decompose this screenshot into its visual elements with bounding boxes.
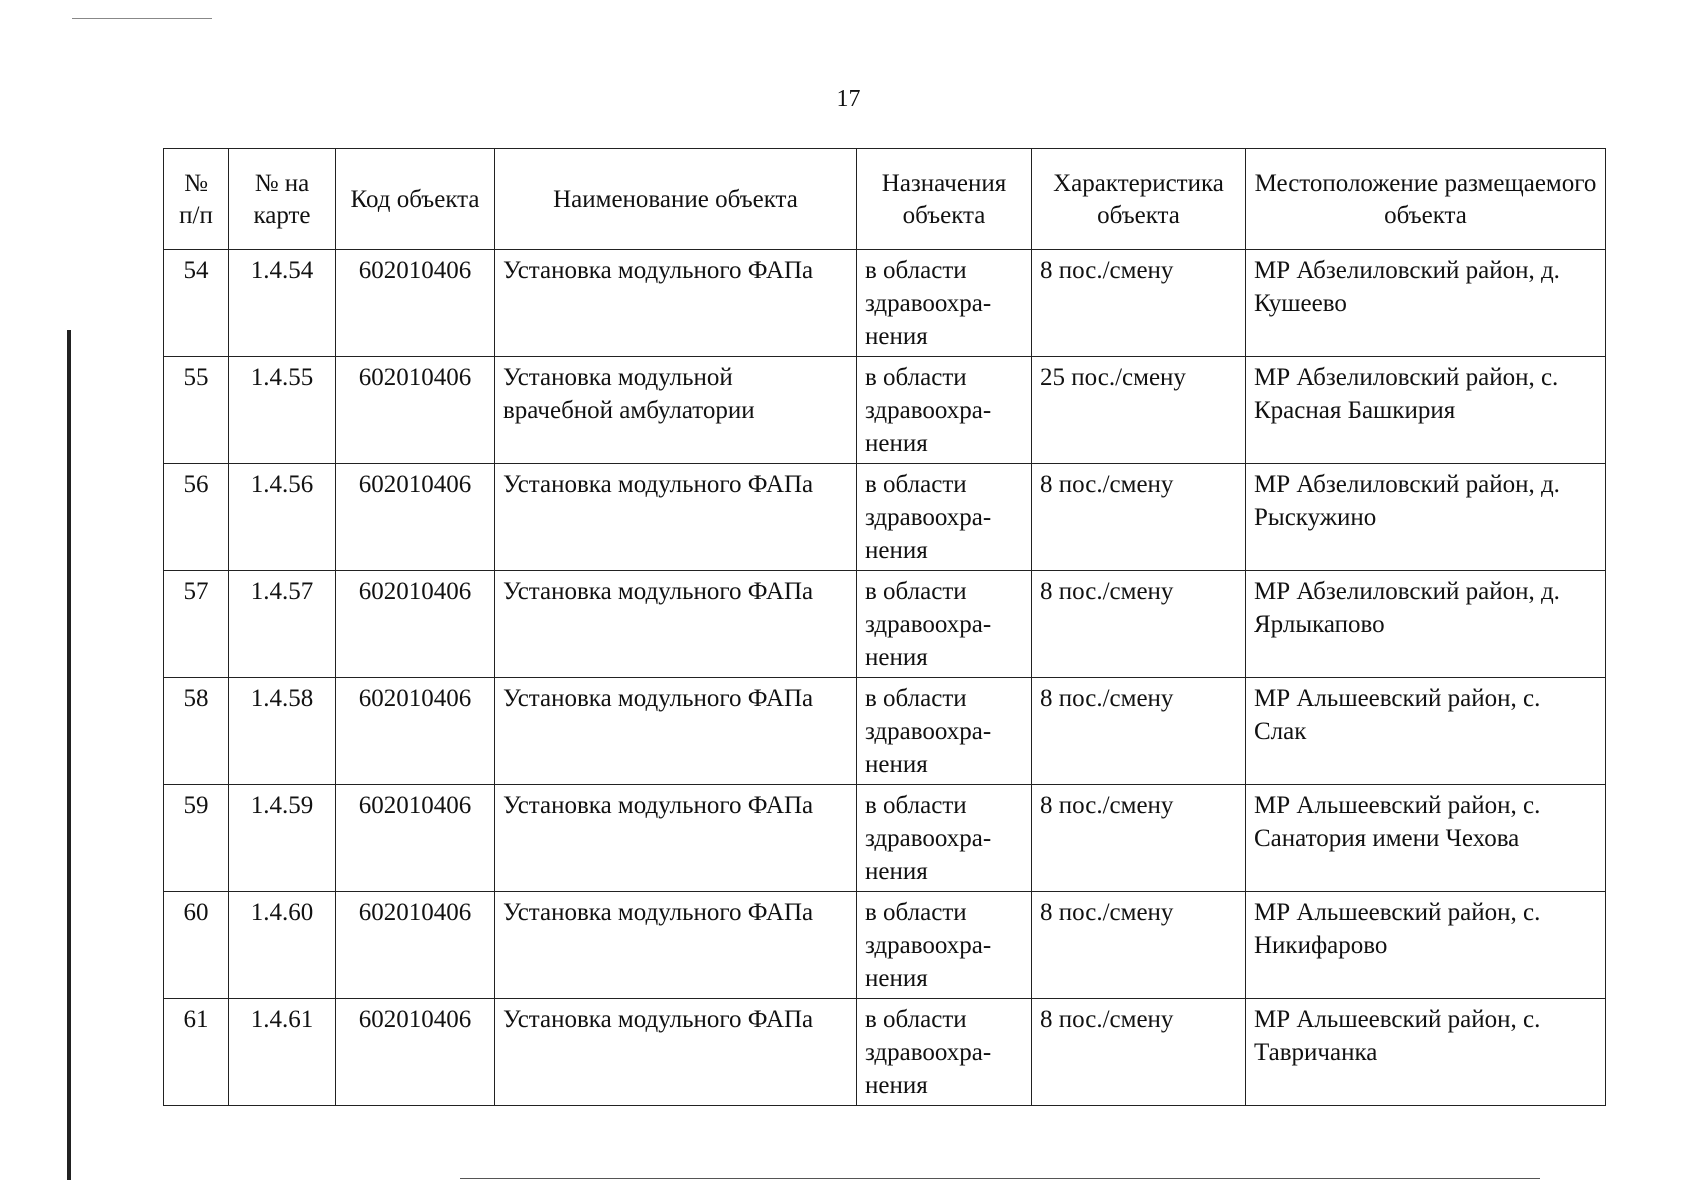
cell-location: МР Альшеевский район, с. Тавричанка (1246, 999, 1606, 1106)
cell-num: 59 (164, 785, 229, 892)
cell-purpose: в области здравоохра-нения (857, 678, 1032, 785)
cell-object-code: 602010406 (336, 571, 495, 678)
table-row (164, 999, 1606, 1106)
cell-characteristic: 8 пос./смену (1032, 464, 1246, 571)
cell-object-code: 602010406 (336, 357, 495, 464)
cell-object-name: Установка модульного ФАПа (495, 785, 857, 892)
cell-characteristic: 8 пос./смену (1032, 999, 1246, 1106)
cell-characteristic: 8 пос./смену (1032, 250, 1246, 357)
cell-map-number: 1.4.59 (229, 785, 336, 892)
cell-object-name: Установка модульного ФАПа (495, 571, 857, 678)
cell-purpose: в области здравоохра-нения (857, 464, 1032, 571)
table-header-row (164, 149, 1606, 250)
header-object-code: Код объекта (336, 149, 495, 250)
cell-map-number: 1.4.55 (229, 357, 336, 464)
cell-num: 60 (164, 892, 229, 999)
cell-characteristic: 8 пос./смену (1032, 892, 1246, 999)
cell-num: 56 (164, 464, 229, 571)
cell-object-name: Установка модульного ФАПа (495, 892, 857, 999)
cell-num: 54 (164, 250, 229, 357)
cell-object-code: 602010406 (336, 892, 495, 999)
cell-location: МР Абзелиловский район, д. Кушеево (1246, 250, 1606, 357)
cell-location: МР Абзелиловский район, с. Красная Башкирия (1246, 357, 1606, 464)
page-number: 17 (836, 86, 861, 112)
objects-table (163, 148, 1606, 1106)
cell-object-code: 602010406 (336, 464, 495, 571)
table-row (164, 357, 1606, 464)
table-row (164, 785, 1606, 892)
cell-object-name: Установка модульного ФАПа (495, 464, 857, 571)
cell-location: МР Альшеевский район, с. Слак (1246, 678, 1606, 785)
cell-location: МР Абзелиловский район, д. Ярлыкапово (1246, 571, 1606, 678)
cell-object-code: 602010406 (336, 678, 495, 785)
cell-object-code: 602010406 (336, 250, 495, 357)
cell-characteristic: 8 пос./смену (1032, 678, 1246, 785)
header-purpose: Назначения объекта (857, 149, 1032, 250)
header-map-number: № на карте (229, 149, 336, 250)
table-row (164, 892, 1606, 999)
table-row (164, 464, 1606, 571)
cell-object-code: 602010406 (336, 999, 495, 1106)
cell-purpose: в области здравоохра-нения (857, 571, 1032, 678)
cell-location: МР Абзелиловский район, д. Рыскужино (1246, 464, 1606, 571)
cell-map-number: 1.4.56 (229, 464, 336, 571)
scan-artifact-line (72, 18, 212, 19)
cell-purpose: в области здравоохра-нения (857, 250, 1032, 357)
cell-characteristic: 25 пос./смену (1032, 357, 1246, 464)
header-characteristic: Характеристика объекта (1032, 149, 1246, 250)
table-row (164, 678, 1606, 785)
cell-purpose: в области здравоохра-нения (857, 785, 1032, 892)
header-location: Местоположение размещаемого объекта (1246, 149, 1606, 250)
cell-num: 58 (164, 678, 229, 785)
cell-map-number: 1.4.58 (229, 678, 336, 785)
cell-object-name: Установка модульного ФАПа (495, 678, 857, 785)
scan-artifact-bar (67, 330, 71, 1180)
scan-artifact-line (460, 1178, 1540, 1179)
cell-purpose: в области здравоохра-нения (857, 892, 1032, 999)
cell-purpose: в области здравоохра-нения (857, 357, 1032, 464)
cell-num: 61 (164, 999, 229, 1106)
cell-characteristic: 8 пос./смену (1032, 571, 1246, 678)
header-object-name: Наименование объекта (495, 149, 857, 250)
table-row (164, 571, 1606, 678)
cell-purpose: в области здравоохра-нения (857, 999, 1032, 1106)
table-row (164, 250, 1606, 357)
cell-map-number: 1.4.61 (229, 999, 336, 1106)
cell-location: МР Альшеевский район, с. Санатория имени Чехова (1246, 785, 1606, 892)
cell-location: МР Альшеевский район, с. Никифарово (1246, 892, 1606, 999)
cell-map-number: 1.4.57 (229, 571, 336, 678)
cell-object-name: Установка модульного ФАПа (495, 999, 857, 1106)
cell-map-number: 1.4.54 (229, 250, 336, 357)
cell-characteristic: 8 пос./смену (1032, 785, 1246, 892)
header-num: № п/п (164, 149, 229, 250)
cell-map-number: 1.4.60 (229, 892, 336, 999)
cell-object-name: Установка модульной врачебной амбулатории (495, 357, 857, 464)
cell-object-code: 602010406 (336, 785, 495, 892)
cell-num: 57 (164, 571, 229, 678)
cell-object-name: Установка модульного ФАПа (495, 250, 857, 357)
cell-num: 55 (164, 357, 229, 464)
